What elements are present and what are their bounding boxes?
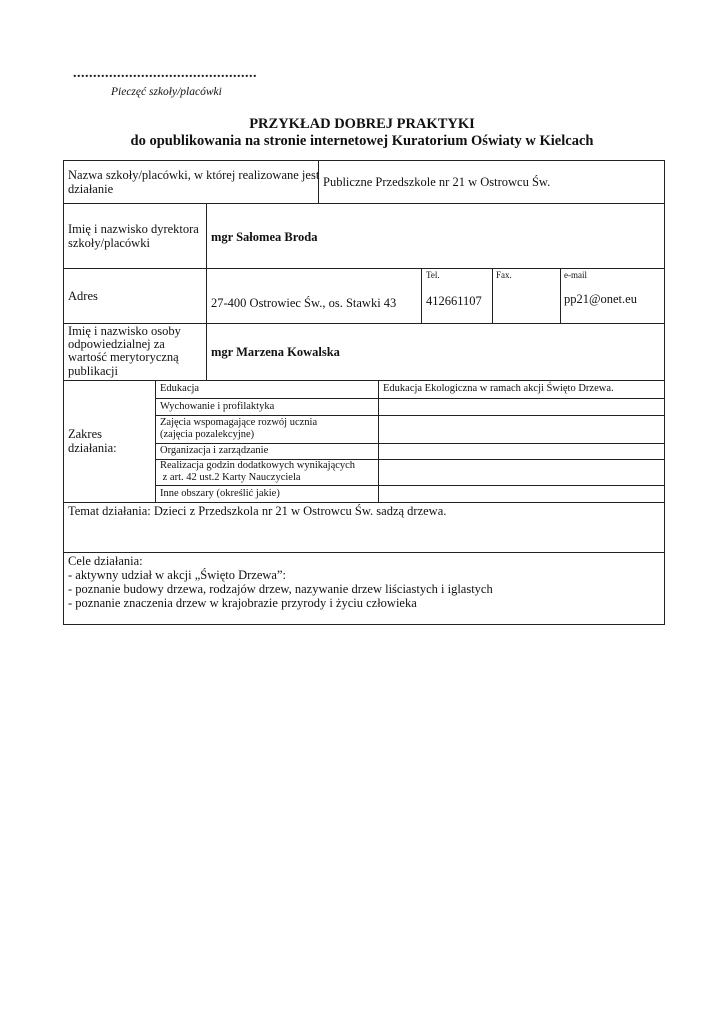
row-divider (63, 552, 665, 553)
scope-row-divider (155, 398, 665, 399)
scope-value-education: Edukacja Ekologiczna w ramach akcji Święto Drzewa. (383, 383, 614, 394)
document-subtitle: do opublikowania na stronie internetowej Kuratorium Oświaty w Kielcach (130, 133, 594, 149)
scope-label: Zakres (68, 427, 103, 441)
tel-label: Tel. (426, 270, 440, 280)
scope-label-cont: działania: (68, 441, 117, 455)
responsible-label-cont: wartość merytoryczną (68, 350, 179, 364)
col-divider (421, 268, 422, 323)
scope-area-other: Inne obszary (określić jakie) (160, 488, 280, 499)
goals-item: - poznanie znaczenia drzew w krajobrazie przyrody i życiu człowieka (68, 596, 417, 610)
director-value: mgr Sałomea Broda (211, 230, 318, 244)
col-divider (492, 268, 493, 323)
goals-item: - aktywny udział w akcji „Święto Drzewa”: (68, 568, 286, 582)
scope-area-organization: Organizacja i zarządzanie (160, 445, 269, 456)
responsible-label-cont: odpowiedzialnej za (68, 337, 165, 351)
stamp-label: Pieczęć szkoły/placówki (111, 86, 222, 98)
table-border-right (664, 160, 665, 625)
topic-text: Temat działania: Dzieci z Przedszkola nr 21 w Ostrowcu Św. sadzą drzewa. (68, 504, 447, 518)
col-divider (206, 203, 207, 380)
scope-area-support-cont: (zajęcia pozalekcyjne) (160, 429, 255, 440)
school-name-label-cont: działanie (68, 182, 114, 196)
tel-value: 412661107 (426, 294, 482, 308)
col-divider (155, 380, 156, 502)
table-border-left (63, 160, 64, 625)
row-divider (63, 268, 665, 269)
scope-row-divider (155, 415, 665, 416)
document-title: PRZYKŁAD DOBREJ PRAKTYKI (249, 116, 475, 132)
goals-heading: Cele działania: (68, 554, 143, 568)
school-name-value: Publiczne Przedszkole nr 21 w Ostrowcu Św. (323, 175, 551, 189)
director-label: Imię i nazwisko dyrektora (68, 222, 199, 236)
goals-item: - poznanie budowy drzewa, rodzajów drzew, nazywanie drzew liściastych i iglastych (68, 582, 493, 596)
scope-area-upbringing: Wychowanie i profilaktyka (160, 401, 275, 412)
email-value: pp21@onet.eu (564, 292, 637, 306)
address-label: Adres (68, 289, 98, 303)
table-border-bottom (63, 624, 665, 625)
scope-row-divider (155, 485, 665, 486)
table-border-top (63, 160, 665, 161)
address-value: 27-400 Ostrowiec Św., os. Stawki 43 (211, 296, 397, 310)
email-label: e-mail (564, 270, 587, 280)
scope-area-education: Edukacja (160, 383, 200, 394)
scope-area-extra-hours-cont: z art. 42 ust.2 Karty Nauczyciela (160, 472, 301, 483)
row-divider (63, 380, 665, 381)
scope-row-divider (155, 443, 665, 444)
fax-label: Fax. (496, 270, 512, 280)
row-divider (63, 502, 665, 503)
stamp-placeholder-dots: .............................................. (73, 66, 257, 81)
col-divider (378, 380, 379, 502)
responsible-label-cont: publikacji (68, 364, 118, 378)
school-name-label: Nazwa szkoły/placówki, w której realizowane jest (68, 168, 320, 182)
director-label-cont: szkoły/placówki (68, 236, 150, 250)
responsible-label: Imię i nazwisko osoby (68, 324, 181, 338)
col-divider (560, 268, 561, 323)
responsible-value: mgr Marzena Kowalska (211, 345, 340, 359)
scope-area-support: Zajęcia wspomagające rozwój ucznia (160, 417, 318, 428)
scope-area-extra-hours: Realizacja godzin dodatkowych wynikających (160, 460, 356, 471)
row-divider (63, 203, 665, 204)
